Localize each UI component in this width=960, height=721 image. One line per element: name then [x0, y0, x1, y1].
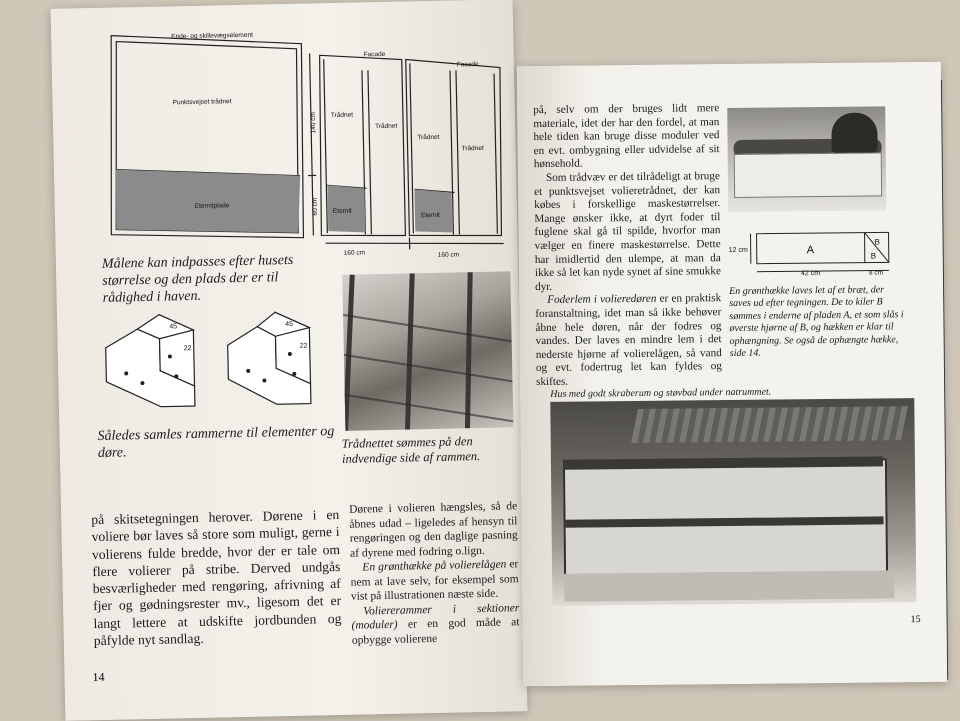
panel-label: Trådnet — [375, 122, 398, 130]
panel-label: Eternit — [333, 208, 352, 215]
board-part-label: B — [871, 251, 876, 260]
dimension-label: 8 cm — [869, 269, 883, 276]
paragraph — [350, 557, 519, 604]
panel-label: Eternitplade — [195, 202, 230, 210]
dimension-label: 60 cm — [312, 198, 319, 216]
diagram-title-label: Ende- og skillevægselement — [171, 32, 253, 41]
paragraph: Som trådvæv er det tilrådeligt at bruge et punktsvejset volieretrådnet, der kan købes i forskellige maskestørrelser. Mange ønsker ikke, at dyrt foder til fuglene skal gå til spilde, hvorfor man vælger en finere maskestørrelse. Dette har imidlertid den ulempe, at man da ikke så let kan nyde synet af sine smukke dyr. — [534, 170, 721, 294]
dimension-label: 160 cm — [438, 251, 459, 258]
left-page — [51, 0, 528, 721]
greens-feeder-photo — [727, 106, 886, 212]
paragraph: på, selv om der bruges lidt mere materiale, idet der har den fordel, at man hele tiden kan bruge disse moduler ved en evt. ombygning eller udvidelse af sit hønsehold. — [533, 102, 720, 172]
body-column-2 — [349, 499, 520, 647]
joint-width-label: 22 — [184, 345, 192, 352]
emphasis: Voliererammer i sektioner (moduler) — [351, 602, 519, 632]
dimension-label: 160 cm — [344, 249, 365, 256]
emphasis: Foderlem i volieredøren — [547, 293, 656, 306]
frame-joint-sketch — [97, 303, 339, 418]
paragraph: Dørene i volieren hængsles, så de åbnes udad – ligeledes af hensyn til rengøringen og den daglige pasning af dyrene med fodring o.lign. — [349, 499, 518, 561]
body-column — [533, 102, 722, 389]
joint-width-label: 22 — [300, 343, 308, 350]
dimension-label: 42 cm — [801, 270, 820, 277]
hen-house-photo — [550, 398, 916, 606]
facade-label: Facade — [364, 51, 386, 58]
panel-label: Eternit — [421, 212, 440, 219]
dimension-label: 140 cm — [310, 112, 317, 133]
joint-angle-label: 45 — [285, 321, 293, 328]
dimension-label: 12 cm — [729, 247, 748, 254]
panel-label: Trådnet — [462, 144, 485, 152]
joint-angle-label: 45 — [169, 323, 177, 330]
paragraph — [535, 292, 722, 389]
panel-label: Trådnet — [417, 133, 440, 141]
facade-label: Facade — [457, 61, 479, 68]
body-column-1: på skitsetegningen herover. Dørene i en voliere bør laves så store som muligt, gerne i volierens fulde bredde, hvor der er tale om flere volierer på stribe. Derved undgås besværligheder med rengøring, afrivning af fjer og gødningsrester mv., ligesom det er langt lettere at udskifte jordbunden og påfylde nyt sandlag. — [91, 506, 342, 650]
caption-dimensions: Målene kan indpasses efter husets størrelse og den plads der er til rådighed i haven. — [102, 251, 329, 307]
panel-label: Punktsvejset trådnet — [172, 97, 231, 106]
right-page — [517, 62, 947, 686]
caption-board: En grønthække laves let af et bræt, der saves ud efter tegningen. De to kiler B sømmes i enderne af pladen A, et som slås i øverste hjørne af B, og hækken er klar til ophængning. Se også de ophængte hække, side 14. — [729, 284, 908, 360]
emphasis: En grønthække på volierelågen — [362, 558, 506, 573]
caption-house: Hus med godt skraberum og støvbad under natrummet. — [550, 382, 910, 403]
board-drawing — [728, 228, 895, 280]
paragraph-text: er nem at lave selv, for eksempel som vist på illustrationen næste side. — [351, 558, 519, 603]
page-number: 15 — [911, 614, 921, 625]
wire-mesh-photo — [342, 271, 513, 430]
paragraph-text: er en praktisk foranstaltning, idet man så ikke behøver åbne hele døren, når der fodres og vandes. Der laves en mindre lem i det nederste hjørne af volierelågen, så vand og evt. fodertrug let kan fyldes og skiftes. — [535, 292, 722, 388]
caption-wire-mesh: Trådnettet sømmes på den indvendige side af rammen. — [342, 433, 519, 467]
panel-diagram — [101, 21, 516, 270]
page-number: 14 — [92, 670, 104, 685]
paragraph-text: er en god måde at opbygge volierene — [352, 616, 520, 646]
caption-joints: Således samles rammerne til elementer og døre. — [97, 423, 338, 462]
board-part-label: A — [807, 244, 815, 256]
board-part-label: B — [875, 237, 880, 246]
paragraph — [351, 601, 520, 648]
panel-label: Trådnet — [331, 111, 354, 119]
